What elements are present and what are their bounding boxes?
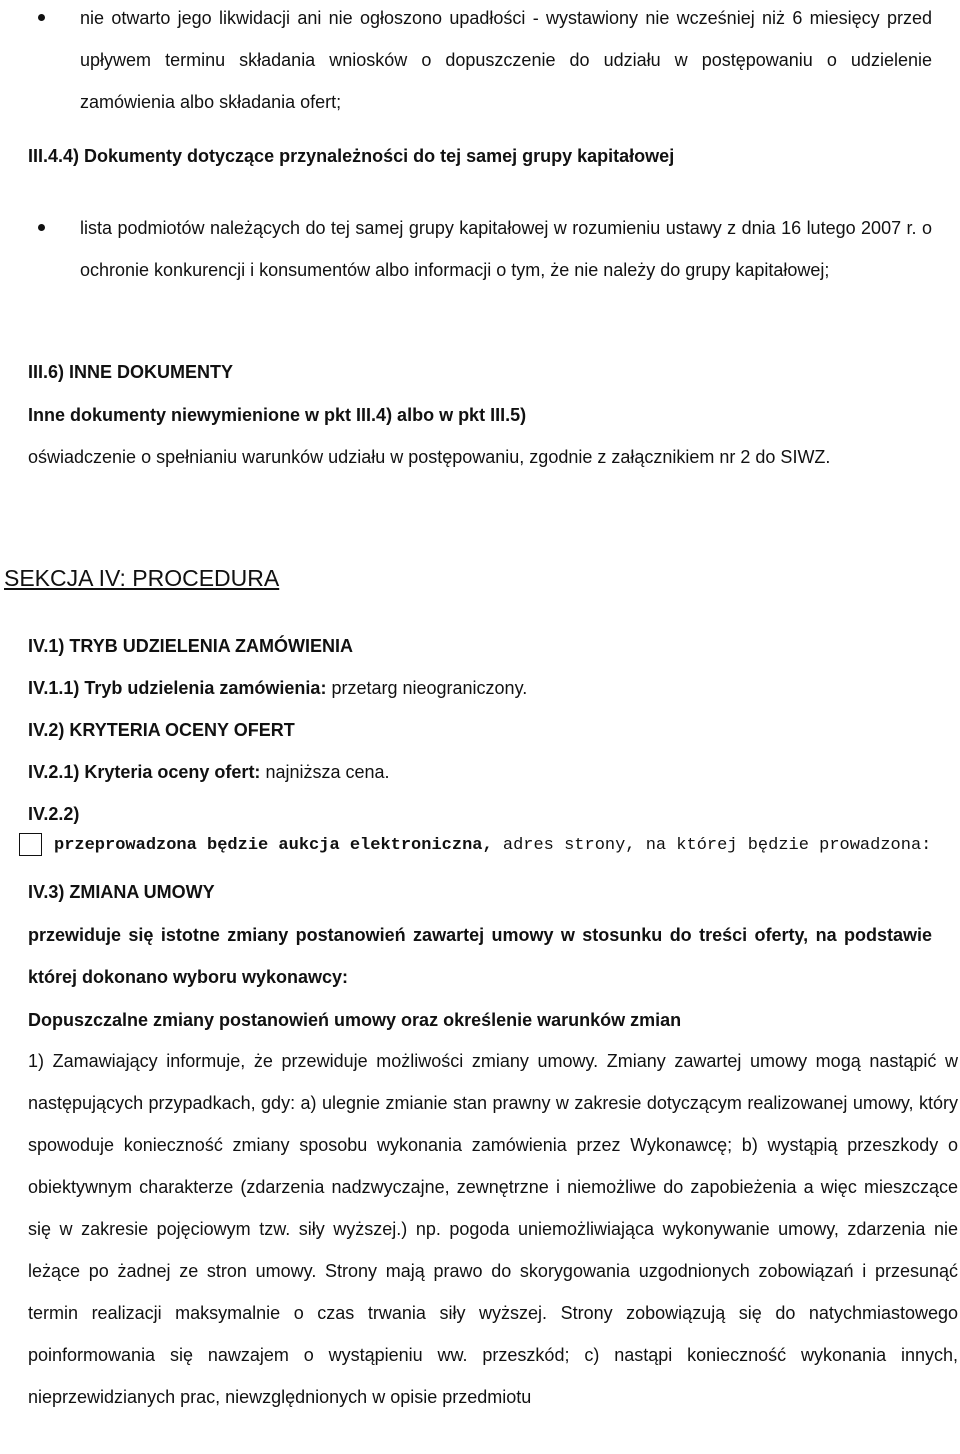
row-iv21 xyxy=(28,760,390,784)
row-aukcja xyxy=(54,834,931,858)
paragraph-iv3-text: 1) Zamawiający informuje, że przewiduje możliwości zmiany umowy. Zmiany zawartej umowy mogą nastąpić w następujących przypadkach, gdy: a) ulegnie zmianie stan prawny w zakresie dotyczącym realizowanej umowy, który spowoduje konieczność zmiany sposobu wykonania zamówienia przez Wykonawcę; b) wystąpią przeszkody o obiektywnym charakterze (zdarzenia nadzwyczajne, zewnętrzne i niemożliwe do zapobieżenia a więc mieszczące się w zakresie pojęciowym tzw. siły wyższej.) np. pogoda uniemożliwiająca wykonywanie umowy, zdarzenia nie leżące po żadnej ze stron umowy. Strony mają prawo do skorygowania uzgodnionych zobowiązań i przesunąć termin realizacji maksymalnie o czas trwania siły wyższej. Strony zobowiązują się do natychmiastowego poinformowania się nawzajem o wystąpieniu ww. przeszkód; c) nastąpi konieczność wykonania innych, nieprzewidzianych prac, niewzględnionych w opisie przedmiotu xyxy=(28,1051,958,1407)
section-heading-iii6: III.6) INNE DOKUMENTY xyxy=(28,362,234,382)
bullet-text: nie otwarto jego likwidacji ani nie ogłoszono upadłości - wystawiony nie wcześniej niż 6 miesięcy przed upływem terminu składania wniosków o dopuszczenie do udziału w postępowaniu o udzielenie zamówienia albo składania ofert; xyxy=(80,8,932,112)
label-iv11: IV.1.1) Tryb udzielenia zamówienia: xyxy=(28,678,327,698)
section-heading-iv1: IV.1) TRYB UDZIELENIA ZAMÓWIENIA xyxy=(28,636,354,656)
bullet-icon xyxy=(38,14,45,21)
section-heading-iv22: IV.2.2) xyxy=(28,804,80,824)
aukcja-bold: przeprowadzona będzie aukcja elektroniczna, xyxy=(54,836,493,855)
section-heading-iv3: IV.3) ZMIANA UMOWY xyxy=(28,882,215,902)
label-iv21: IV.2.1) Kryteria oceny ofert: xyxy=(28,762,261,782)
paragraph-iv3-bold: przewiduje się istotne zmiany postanowień zawartej umowy w stosunku do treści oferty, na podstawie której dokonano wyboru wykonawcy: xyxy=(28,925,932,987)
section-heading-iv2: IV.2) KRYTERIA OCENY OFERT xyxy=(28,720,295,740)
row-iv11 xyxy=(28,676,527,700)
section-title-iv: SEKCJA IV: PROCEDURA xyxy=(4,565,280,591)
section-subheading-iii6: Inne dokumenty niewymienione w pkt III.4) albo w pkt III.5) xyxy=(28,405,527,425)
paragraph-dopuszczalne: Dopuszczalne zmiany postanowień umowy oraz określenie warunków zmian xyxy=(28,1010,682,1030)
bullet-text: lista podmiotów należących do tej samej grupy kapitałowej w rozumieniu ustawy z dnia 16 lutego 2007 r. o ochronie konkurencji i konsumentów albo informacji o tym, że nie należy do grupy kapitałowej; xyxy=(80,218,932,280)
paragraph-oswiadczenie: oświadczenie o spełnianiu warunków udziału w postępowaniu, zgodnie z załącznikiem nr 2 do SIWZ. xyxy=(28,447,831,467)
checkbox-aukcja[interactable] xyxy=(19,833,42,856)
aukcja-text: adres strony, na której będzie prowadzona: xyxy=(502,836,932,855)
bullet-icon xyxy=(38,224,45,231)
value-iv11: przetarg nieograniczony. xyxy=(331,678,528,698)
section-heading-iii44: III.4.4) Dokumenty dotyczące przynależności do tej samej grupy kapitałowej xyxy=(28,146,675,166)
bullet-item-grupa xyxy=(28,207,932,291)
value-iv21: najniższa cena. xyxy=(265,762,390,782)
bullet-item-likwidacja xyxy=(28,0,932,123)
